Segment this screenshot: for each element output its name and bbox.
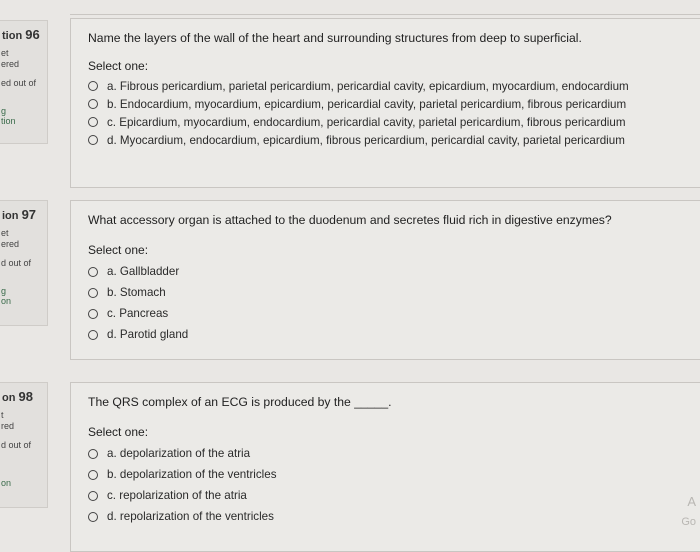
- answer-label: d. Myocardium, endocardium, epicardium, fibrous pericardium, pericardial cavity, parietal pericardium: [107, 133, 625, 147]
- answer-option-d[interactable]: [88, 131, 687, 149]
- radio-button[interactable]: [88, 449, 98, 459]
- previous-question-bottom-edge: [70, 0, 700, 15]
- radio-button[interactable]: [88, 309, 98, 319]
- answer-options: [85, 77, 687, 149]
- radio-button[interactable]: [88, 512, 98, 522]
- flag-question-link[interactable]: g tion: [1, 106, 16, 126]
- answer-option-a[interactable]: [88, 443, 687, 464]
- question-formulation: [70, 200, 700, 360]
- radio-button[interactable]: [88, 135, 98, 145]
- answer-option-b[interactable]: [88, 464, 687, 485]
- answer-option-a[interactable]: [88, 77, 687, 95]
- answer-label: b. depolarization of the ventricles: [107, 468, 277, 481]
- answer-label: a. Fibrous pericardium, parietal pericardium, pericardial cavity, epicardium, myocardium, endocardium: [107, 79, 629, 93]
- answer-options: [85, 261, 687, 345]
- question-text: The QRS complex of an ECG is produced by the _____.: [88, 395, 392, 409]
- answer-option-c[interactable]: [88, 303, 687, 324]
- select-one-label: Select one:: [88, 59, 149, 73]
- answer-option-a[interactable]: [88, 261, 687, 282]
- answer-label: c. Pancreas: [107, 307, 169, 320]
- question-text: Name the layers of the wall of the heart and surrounding structures from deep to superficial.: [88, 31, 582, 45]
- watermark-text: A: [687, 494, 696, 509]
- question-marks: d out of: [1, 258, 32, 268]
- answer-label: d. repolarization of the ventricles: [107, 510, 274, 523]
- radio-button[interactable]: [88, 99, 98, 109]
- flag-question-link[interactable]: on: [1, 478, 12, 488]
- answer-option-c[interactable]: [88, 113, 687, 131]
- question-number: tion 96: [2, 27, 40, 42]
- answer-label: a. depolarization of the atria: [107, 447, 251, 460]
- radio-button[interactable]: [88, 81, 98, 91]
- question-status-answered: ered: [1, 239, 20, 249]
- question-formulation: [70, 382, 700, 552]
- answer-label: c. Epicardium, myocardium, endocardium, pericardial cavity, parietal pericardium, fibrous pericardium: [107, 115, 626, 129]
- question-status-answered: ered: [1, 59, 20, 69]
- question-marks: ed out of: [1, 78, 37, 88]
- question-info-panel: [0, 20, 48, 144]
- flag-question-link[interactable]: g on: [1, 286, 12, 306]
- answer-option-b[interactable]: [88, 95, 687, 113]
- question-status: t: [1, 410, 4, 420]
- radio-button[interactable]: [88, 267, 98, 277]
- answer-label: b. Endocardium, myocardium, epicardium, pericardial cavity, parietal pericardium, fibrous pericardium: [107, 97, 627, 111]
- answer-option-b[interactable]: [88, 282, 687, 303]
- question-formulation: [70, 18, 700, 188]
- question-status: et: [1, 48, 9, 58]
- question-status-answered: red: [1, 421, 15, 431]
- question-number: on 98: [2, 389, 33, 404]
- radio-button[interactable]: [88, 491, 98, 501]
- answer-label: a. Gallbladder: [107, 265, 180, 278]
- select-one-label: Select one:: [88, 425, 149, 439]
- answer-label: b. Stomach: [107, 286, 166, 299]
- answer-option-d[interactable]: [88, 324, 687, 345]
- answer-label: d. Parotid gland: [107, 328, 189, 341]
- radio-button[interactable]: [88, 330, 98, 340]
- select-one-label: Select one:: [88, 243, 149, 257]
- answer-options: [85, 443, 687, 527]
- answer-label: c. repolarization of the atria: [107, 489, 247, 502]
- radio-button[interactable]: [88, 117, 98, 127]
- question-text: What accessory organ is attached to the duodenum and secretes fluid rich in digestive enzymes?: [88, 213, 612, 227]
- radio-button[interactable]: [88, 288, 98, 298]
- question-info-panel: [0, 382, 48, 508]
- radio-button[interactable]: [88, 470, 98, 480]
- watermark-text-2: Go: [681, 516, 696, 528]
- answer-option-c[interactable]: [88, 485, 687, 506]
- question-info-panel: [0, 200, 48, 326]
- question-number: ion 97: [2, 207, 37, 222]
- question-marks: d out of: [1, 440, 32, 450]
- answer-option-d[interactable]: [88, 506, 687, 527]
- question-status: et: [1, 228, 9, 238]
